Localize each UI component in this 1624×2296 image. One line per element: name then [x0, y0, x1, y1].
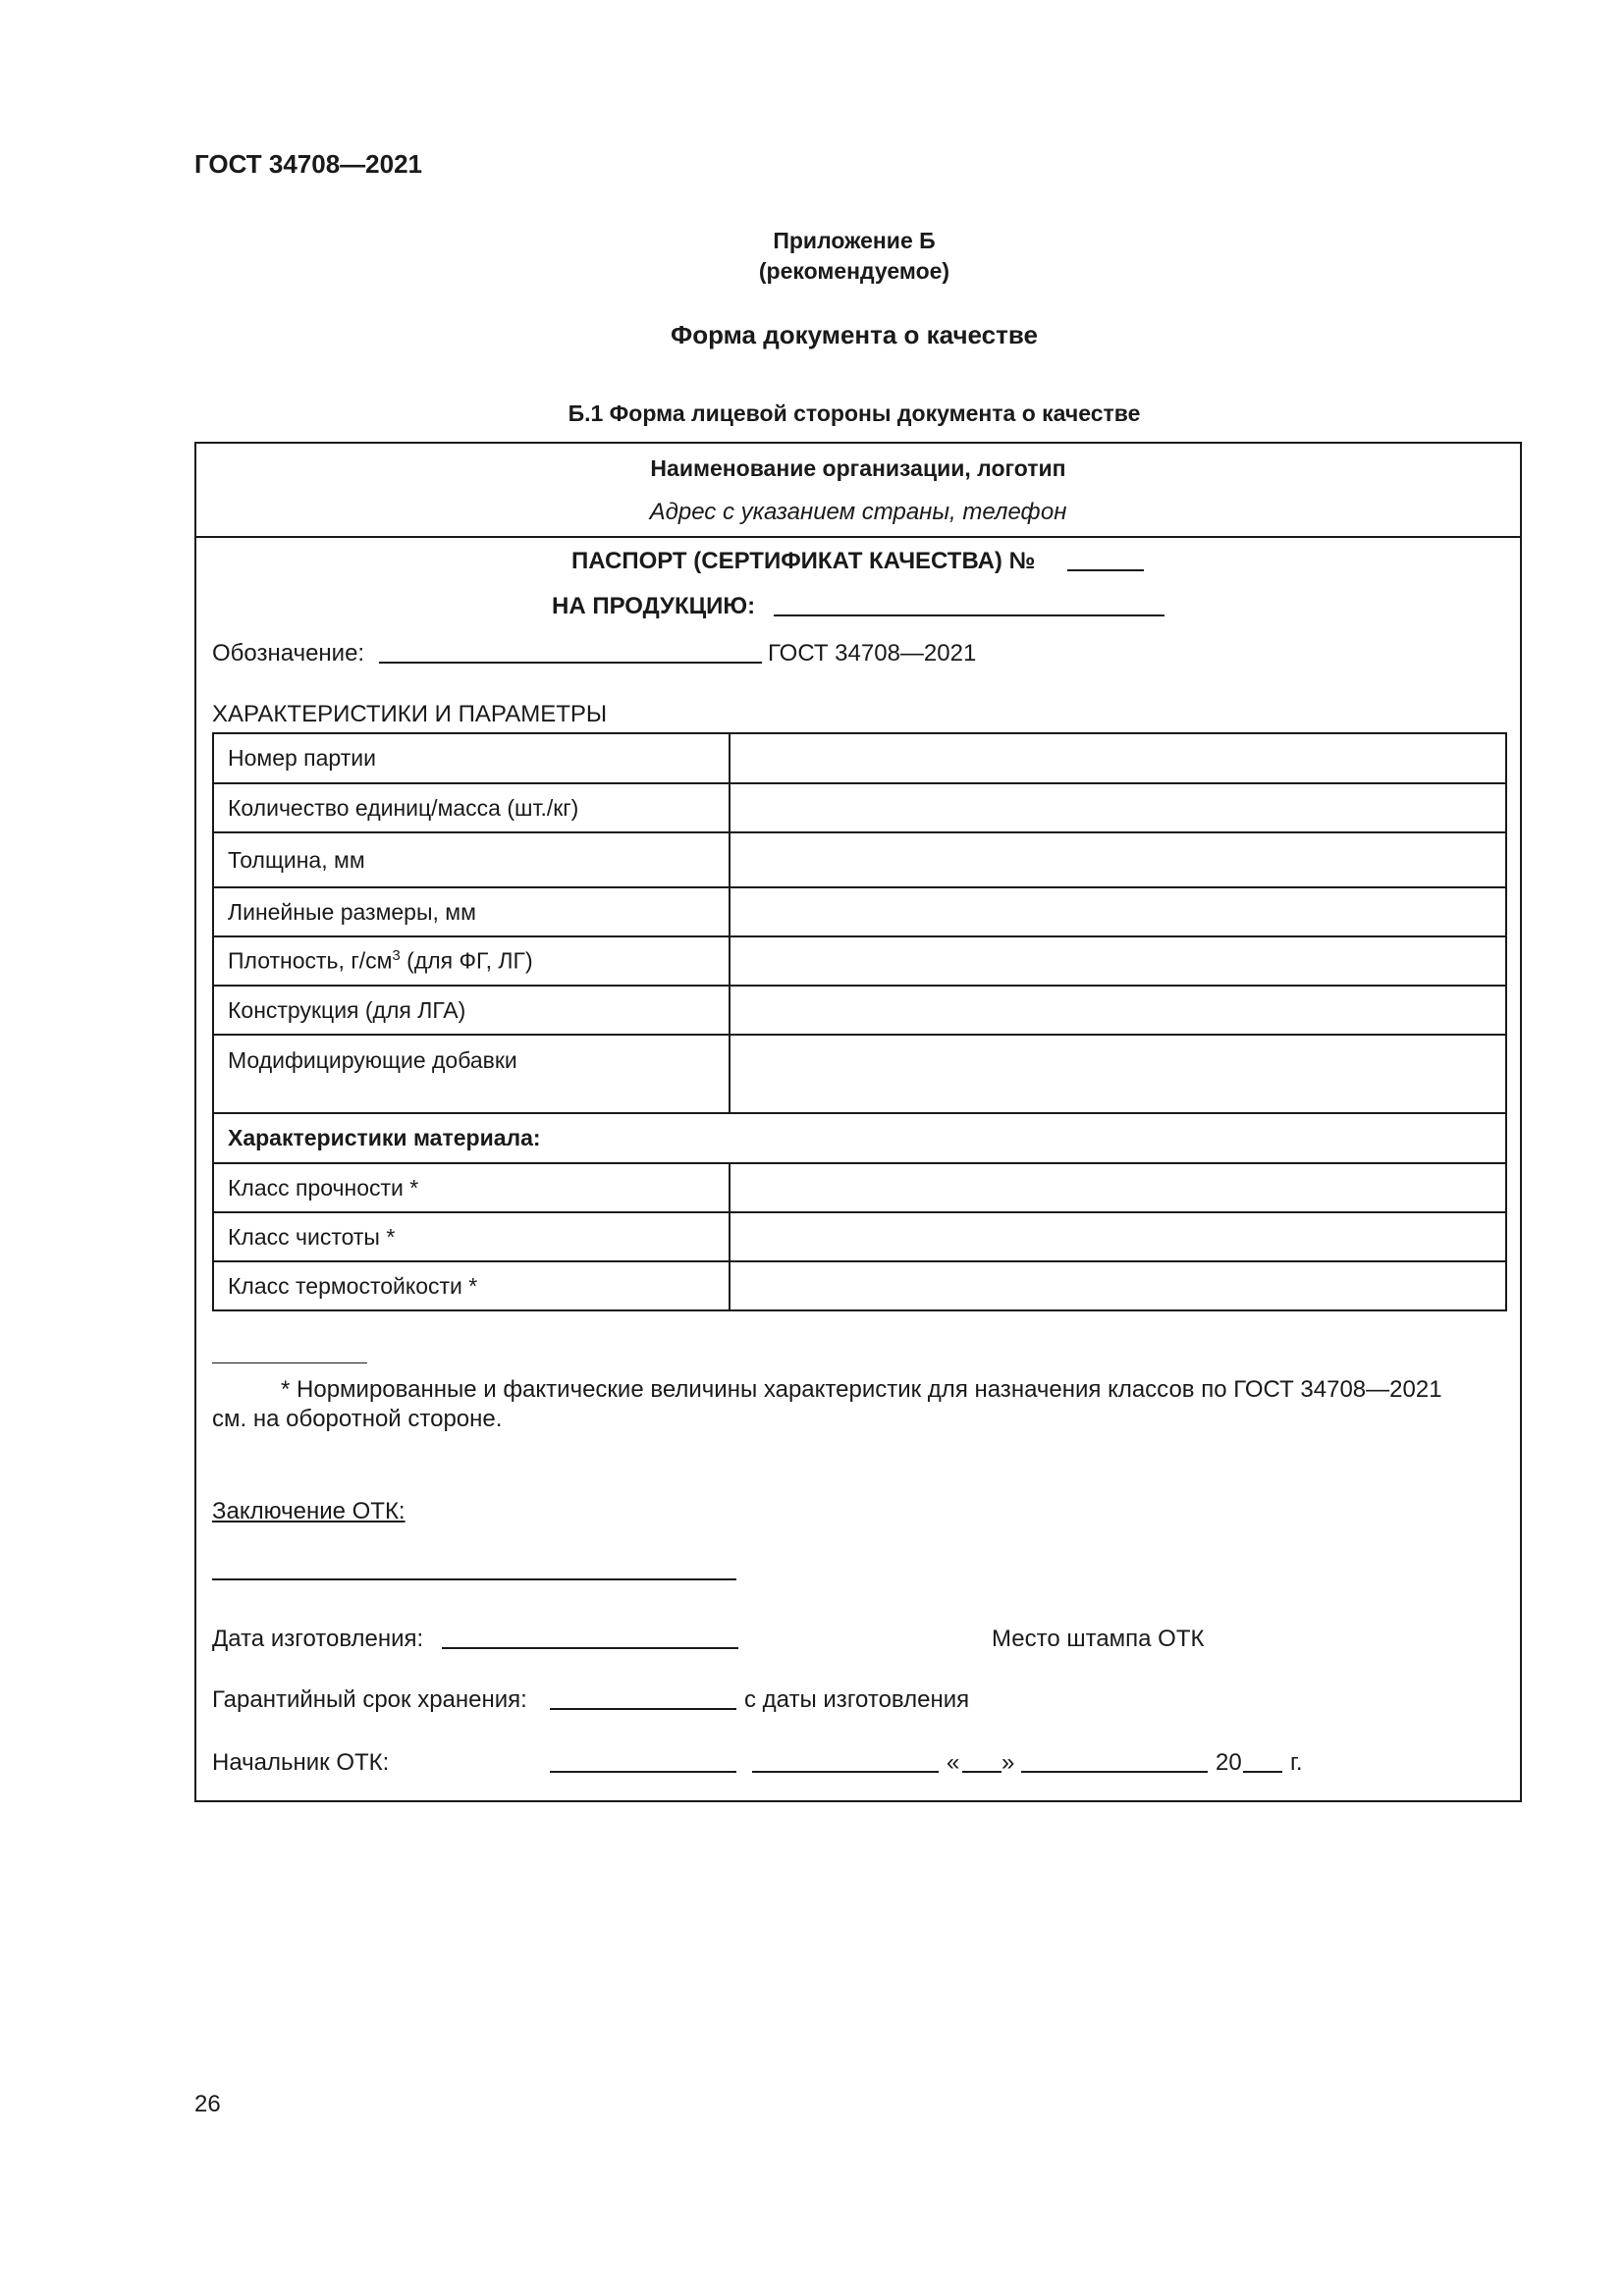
org-separator [194, 536, 1522, 538]
year-suffix: г. [1290, 1749, 1303, 1776]
footnote-separator [212, 1362, 367, 1363]
chief-label: Начальник ОТК: [212, 1749, 390, 1776]
page-number: 26 [194, 2091, 221, 2117]
year-field[interactable] [1243, 1771, 1282, 1773]
table-row [213, 1261, 1506, 1310]
designation-standard: ГОСТ 34708—2021 [768, 640, 977, 667]
org-name: Наименование организации, логотип [650, 455, 1066, 481]
table-row [213, 783, 1506, 832]
param-value-cell[interactable] [730, 887, 1506, 936]
param-label: Количество единиц/масса (шт./кг) [213, 783, 730, 832]
density-suffix: (для ФГ, ЛГ) [400, 947, 533, 974]
table-row [213, 1212, 1506, 1261]
day-field[interactable] [962, 1771, 1001, 1773]
designation-label: Обозначение: [212, 640, 365, 667]
quote-close: » [1001, 1749, 1015, 1776]
param-label: Конструкция (для ЛГА) [213, 986, 730, 1035]
form-title: Форма документа о качестве [671, 320, 1038, 349]
param-label [213, 936, 730, 986]
param-value-cell[interactable] [730, 832, 1506, 887]
param-label: Класс чистоты * [213, 1212, 730, 1261]
appendix-title: Приложение Б [773, 228, 936, 253]
table-row [213, 936, 1506, 986]
table-row [213, 1113, 1506, 1163]
param-value-cell[interactable] [730, 1035, 1506, 1113]
table-row [213, 733, 1506, 783]
section-title: Б.1 Форма лицевой стороны документа о качестве [568, 400, 1141, 426]
param-value-cell[interactable] [730, 1261, 1506, 1310]
warranty-label: Гарантийный срок хранения: [212, 1686, 527, 1713]
manufacture-date-label: Дата изготовления: [212, 1626, 424, 1652]
chief-signature-field[interactable] [550, 1771, 736, 1773]
material-heading: Характеристики материала: [213, 1113, 1506, 1163]
density-superscript: 3 [392, 947, 401, 965]
quote-open: « [947, 1749, 960, 1776]
param-label: Номер партии [213, 733, 730, 783]
footnote-text: * Нормированные и фактические величины характеристик для назначения классов по ГОСТ 34708—2021 [281, 1376, 1442, 1403]
param-label: Линейные размеры, мм [213, 887, 730, 936]
param-label: Класс термостойкости * [213, 1261, 730, 1310]
product-field[interactable] [774, 614, 1164, 616]
table-row [213, 887, 1506, 936]
parameters-table [212, 732, 1507, 1311]
stamp-place: Место штампа ОТК [992, 1626, 1205, 1652]
param-label: Толщина, мм [213, 832, 730, 887]
param-value-cell[interactable] [730, 783, 1506, 832]
table-row [213, 1163, 1506, 1212]
param-label: Класс прочности * [213, 1163, 730, 1212]
param-value-cell[interactable] [730, 936, 1506, 986]
table-row [213, 986, 1506, 1035]
chief-name-field[interactable] [752, 1771, 939, 1773]
param-label: Модифицирующие добавки [213, 1035, 730, 1113]
org-address: Адрес с указанием страны, телефон [649, 499, 1067, 525]
passport-number-field[interactable] [1067, 569, 1144, 571]
conclusion-field[interactable] [212, 1578, 736, 1580]
table-row [213, 832, 1506, 887]
appendix-status: (рекомендуемое) [758, 258, 950, 284]
warranty-field[interactable] [550, 1708, 736, 1710]
designation-field[interactable] [379, 662, 762, 664]
manufacture-date-field[interactable] [442, 1647, 738, 1649]
product-label: НА ПРОДУКЦИЮ: [552, 593, 756, 619]
warranty-suffix: с даты изготовления [744, 1686, 970, 1713]
param-value-cell[interactable] [730, 1163, 1506, 1212]
characteristics-heading: ХАРАКТЕРИСТИКИ И ПАРАМЕТРЫ [212, 701, 608, 727]
conclusion-label: Заключение ОТК: [212, 1498, 406, 1524]
param-value-cell[interactable] [730, 986, 1506, 1035]
month-field[interactable] [1021, 1771, 1208, 1773]
passport-title: ПАСПОРТ (СЕРТИФИКАТ КАЧЕСТВА) № [571, 548, 1036, 574]
table-row [213, 1035, 1506, 1113]
density-label: Плотность, г/см [228, 947, 393, 974]
doc-header: ГОСТ 34708—2021 [194, 149, 422, 179]
year-prefix: 20 [1216, 1749, 1242, 1776]
param-value-cell[interactable] [730, 733, 1506, 783]
footnote-text-cont: см. на оборотной стороне. [212, 1406, 503, 1432]
param-value-cell[interactable] [730, 1212, 1506, 1261]
